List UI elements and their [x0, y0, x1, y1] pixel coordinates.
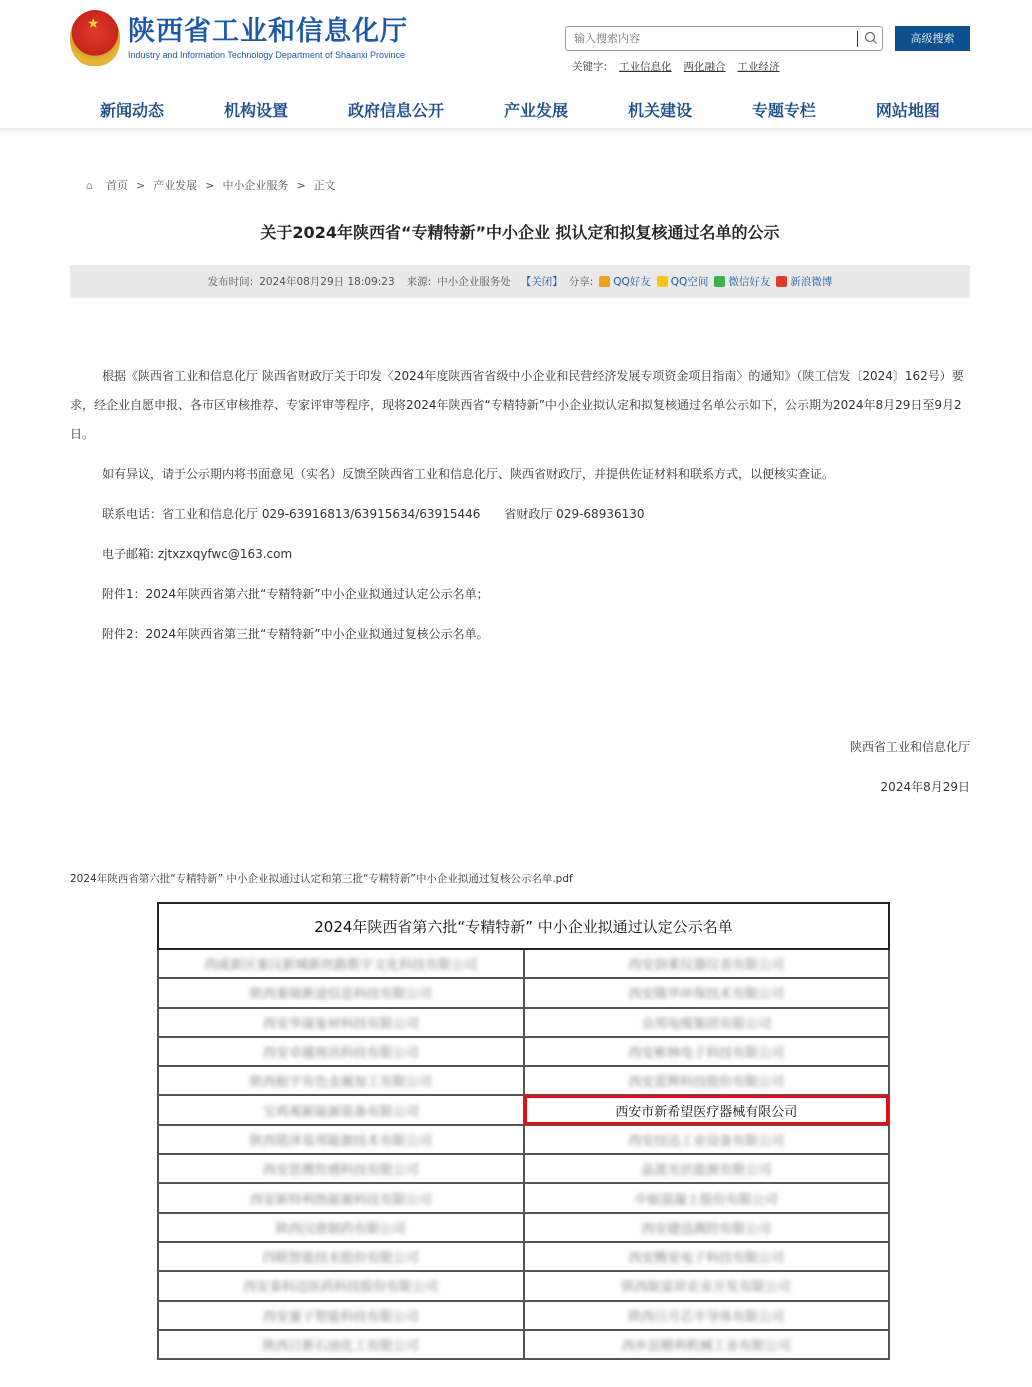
source-value: 中小企业服务处: [437, 276, 511, 288]
publish-label: 发布时间:: [207, 276, 254, 288]
company-cell: 西安华晟复材科技有限公司: [158, 1008, 524, 1037]
share-weibo[interactable]: [776, 274, 832, 289]
company-cell: 陕西秦瑞新途信息科技有限公司: [158, 978, 524, 1007]
attachment-filename[interactable]: 2024年陕西省第六批“专精特新” 中小企业拟通过认定和第三批“专精特新”中小企业拟通过复核公示名单.pdf: [70, 873, 573, 885]
share-qq-friend[interactable]: [599, 274, 651, 289]
nav-item-sitemap[interactable]: 网站地图: [875, 101, 940, 120]
nav-item-topics[interactable]: 专题专栏: [751, 101, 816, 120]
share-label-qq: QQ好友: [613, 276, 651, 288]
company-cell: 中航混凝土股份有限公司: [524, 1183, 890, 1212]
paragraph-attachment-1: 附件1：2024年陕西省第六批“专精特新”中小企业拟通过认定公示名单；: [102, 587, 489, 601]
close-link[interactable]: 【关闭】: [520, 276, 563, 288]
table-row: [158, 949, 889, 978]
company-cell: 陕西航富祥农业开发有限公司: [524, 1271, 890, 1300]
table-row: [158, 1301, 889, 1330]
company-cell: 西安腾星电子科技有限公司: [524, 1242, 890, 1271]
logo-title: 陕西省工业和信息化厅: [128, 16, 408, 47]
table-row: [158, 1125, 889, 1154]
paragraph-intro: 根据《陕西省工业和信息化厅 陕西省财政厅关于印发〈2024年度陕西省省级中小企业和民营经济发展专项资金项目指南〉的通知》（陕工信发〔2024〕162号）要求，经企业自愿申报、各市区审核推荐、专家评审等程序，现将2024年陕西省“专精特新”中小企业拟认定和拟复核通过名单公示如下，公示期为2024年8月29日至9月2日。: [70, 369, 964, 441]
company-cell: 西安泰科迈医药科技股份有限公司: [158, 1271, 524, 1300]
keyword-link[interactable]: 两化融合: [683, 61, 726, 73]
main-nav: [70, 98, 970, 121]
qzone-star-icon: [657, 276, 668, 287]
company-cell: 晶晟光伏能源有限公司: [524, 1154, 890, 1183]
keywords-bar: [572, 59, 780, 74]
weibo-icon: [776, 276, 787, 287]
company-cell: 西安润莱仪器仪表有限公司: [524, 949, 890, 978]
paragraph-phone: 联系电话：省工业和信息化厅 029-63916813/63915634/63915446 省财政厅 029-68936130: [102, 507, 645, 521]
company-cell: 西安量子智能科技有限公司: [158, 1301, 524, 1330]
site-logo[interactable]: [70, 10, 408, 66]
qq-icon: [599, 276, 610, 287]
publish-time: 2024年08月29日 18:09:23: [259, 276, 395, 288]
table-row: [158, 978, 889, 1007]
search-input[interactable]: [574, 27, 844, 50]
nav-item-party-building[interactable]: 机关建设: [627, 101, 692, 120]
nav-item-news[interactable]: 新闻动态: [100, 101, 165, 120]
company-cell: 西安技达工业设备有限公司: [524, 1125, 890, 1154]
share-label: 分享:: [568, 276, 594, 288]
breadcrumb-separator: >: [136, 178, 146, 192]
company-cell: 陕西汉唐制药有限公司: [158, 1213, 524, 1242]
paragraph-attachment-2: 附件2：2024年陕西省第三批“专精特新”中小企业拟通过复核公示名单。: [102, 627, 489, 641]
breadcrumb-current: 正文: [313, 179, 336, 192]
table-row: [158, 1008, 889, 1037]
nav-item-organization[interactable]: 机构设置: [223, 101, 288, 120]
table-row: [158, 1242, 889, 1271]
company-cell: 西安蓝辉科技股份有限公司: [524, 1066, 890, 1095]
signature-org: 陕西省工业和信息化厅: [849, 740, 970, 754]
search-icon[interactable]: [864, 31, 878, 45]
attachment-table: [157, 902, 890, 1360]
breadcrumb-sme-service[interactable]: 中小企业服务: [222, 179, 289, 192]
keyword-link[interactable]: 工业信息化: [619, 61, 672, 73]
company-cell: 西乡县精利机械工业有限公司: [524, 1330, 890, 1359]
table-row: [158, 1154, 889, 1183]
breadcrumb-home[interactable]: 首页: [106, 179, 128, 192]
search-box: [565, 26, 883, 51]
breadcrumb-separator: >: [296, 178, 306, 192]
company-cell: 西安新特利热能源科技有限公司: [158, 1183, 524, 1212]
company-cell: 西咸新区秦汉新城新丝路数字文化科技有限公司: [158, 949, 524, 978]
highlighted-company-cell: 西安市新希望医疗器械有限公司: [524, 1095, 890, 1124]
signature-date: 2024年8月29日: [880, 780, 970, 794]
advanced-search-button[interactable]: 高级搜索: [895, 26, 970, 51]
table-title: 2024年陕西省第六批“专精特新” 中小企业拟通过认定公示名单: [158, 903, 889, 949]
table-row: [158, 1066, 889, 1095]
header-divider: [0, 128, 1032, 134]
company-cell: 众邦电缆集团有限公司: [524, 1008, 890, 1037]
share-label-weibo: 新浪微博: [790, 276, 833, 288]
site-header: [0, 0, 1032, 130]
company-cell: 四联智能技术股份有限公司: [158, 1242, 524, 1271]
article-body: [70, 362, 970, 660]
share-label-qzone: QQ空间: [670, 276, 709, 288]
table-row: [158, 1095, 889, 1124]
company-cell: 陕西航宇有色金属加工有限公司: [158, 1066, 524, 1095]
company-cell: 西安彬林电子科技有限公司: [524, 1037, 890, 1066]
company-cell: 西安捷迅测控有限公司: [524, 1213, 890, 1242]
table-row: [158, 1213, 889, 1242]
company-cell: 陕西日新石油化工有限公司: [158, 1330, 524, 1359]
source-label: 来源:: [406, 276, 432, 288]
article-title: 关于2024年陕西省“专精特新”中小企业 拟认定和拟复核通过名单的公示: [260, 223, 780, 242]
table-row: [158, 1330, 889, 1359]
home-icon: ⌂: [86, 178, 93, 192]
company-cell: 陕西日月芯半导体有限公司: [524, 1301, 890, 1330]
company-cell: 西安隆华环保技术有限公司: [524, 978, 890, 1007]
share-label-wechat: 微信好友: [728, 276, 771, 288]
logo-subtitle: Industry and Information Technology Department of Shaanxi Province: [128, 50, 405, 60]
share-wechat[interactable]: [714, 274, 770, 289]
company-cell: 宝鸡观新能源装备有限公司: [158, 1095, 524, 1124]
article-meta-bar: [70, 265, 970, 298]
share-qzone[interactable]: [657, 274, 709, 289]
table-row: [158, 1183, 889, 1212]
table-row: [158, 1037, 889, 1066]
breadcrumb: [86, 177, 336, 193]
nav-item-industry[interactable]: 产业发展: [503, 101, 568, 120]
paragraph-email: 电子邮箱: zjtxzxqyfwc@163.com: [102, 547, 293, 561]
paragraph-objection: 如有异议，请于公示期内将书面意见（实名）反馈至陕西省工业和信息化厅、陕西省财政厅，并提供佐证材料和联系方式，以便核实查证。: [102, 467, 835, 481]
wechat-icon: [714, 276, 725, 287]
breadcrumb-separator: >: [205, 178, 215, 192]
keyword-link[interactable]: 工业经济: [737, 61, 780, 73]
company-cell: 陕西铭泽易邦能源技术有限公司: [158, 1125, 524, 1154]
company-cell: 西安思微传感科技有限公司: [158, 1154, 524, 1183]
table-row: [158, 1271, 889, 1300]
national-emblem-icon: [70, 10, 120, 66]
keywords-label: 关键字:: [572, 61, 608, 73]
search-divider: [857, 31, 858, 47]
company-cell: 西安卓越视讯科技有限公司: [158, 1037, 524, 1066]
nav-item-gov-info[interactable]: 政府信息公开: [347, 101, 444, 120]
breadcrumb-industry[interactable]: 产业发展: [153, 179, 198, 192]
